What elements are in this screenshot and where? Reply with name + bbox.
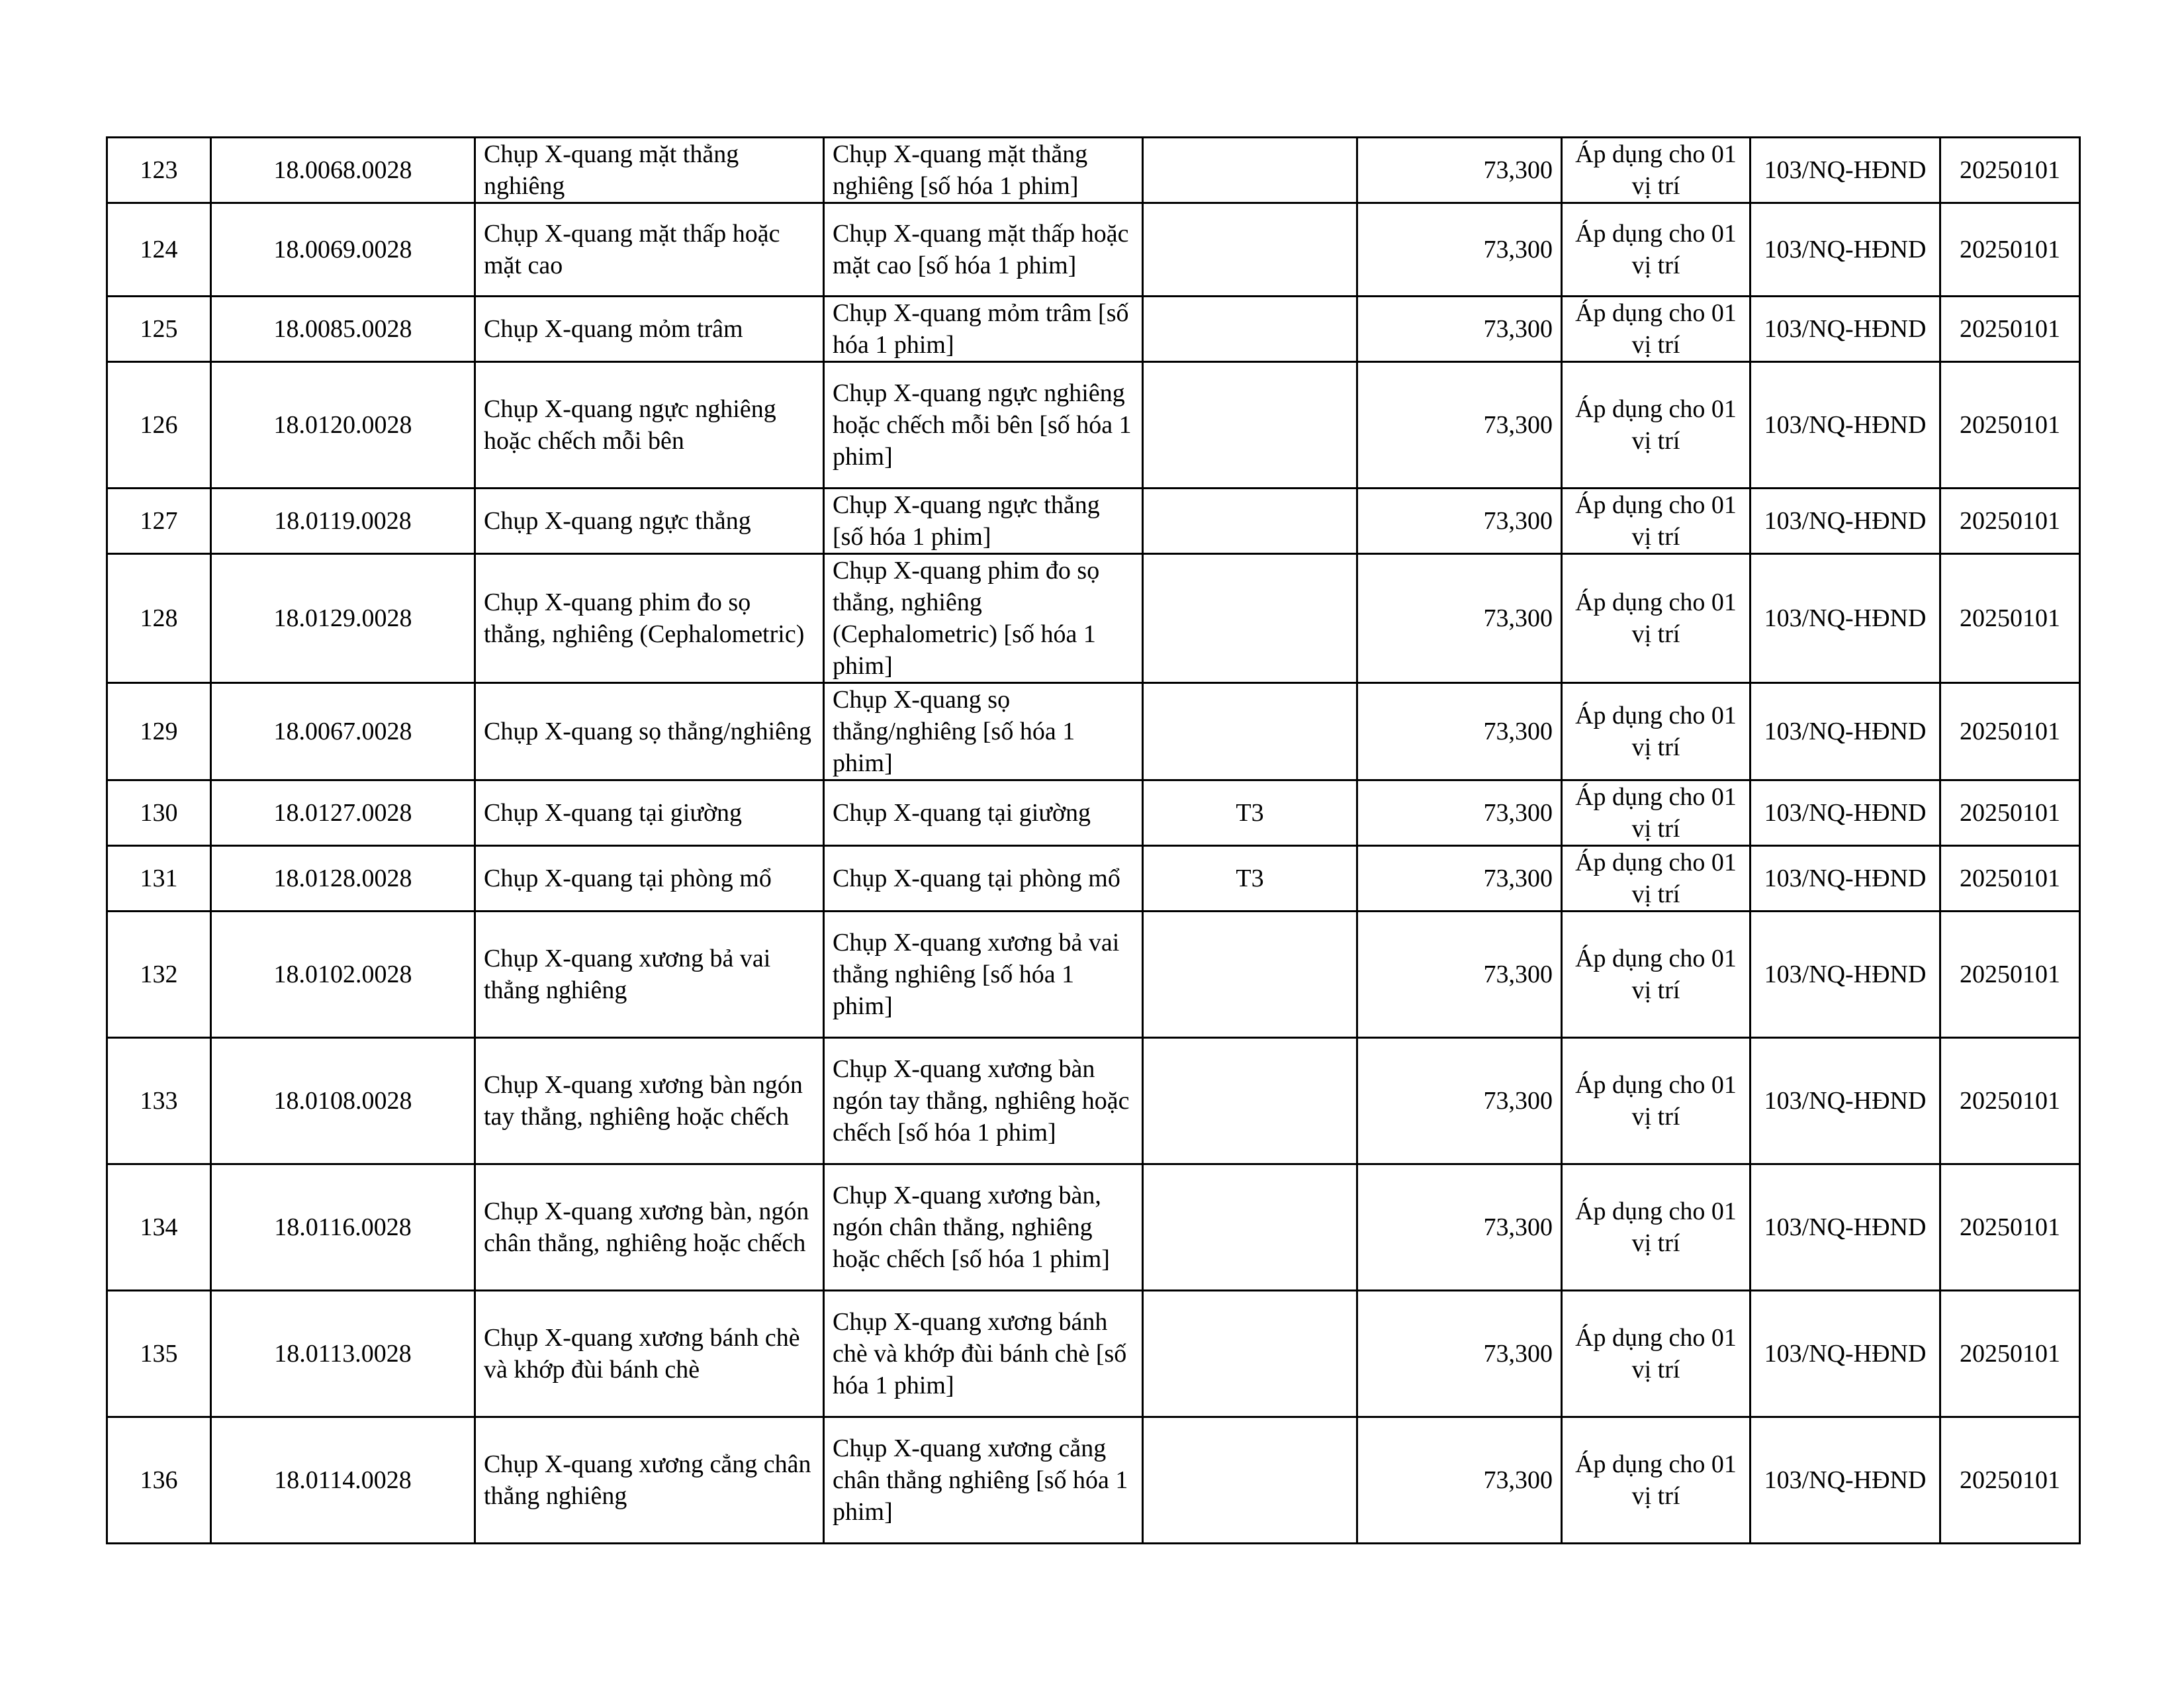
- price-value: 73,300: [1357, 1291, 1562, 1417]
- tier-code: [1143, 1038, 1357, 1164]
- resolution-number: 103/NQ-HĐND: [1751, 203, 1940, 297]
- tier-code: [1143, 203, 1357, 297]
- price-value: 73,300: [1357, 1417, 1562, 1544]
- application-note: Áp dụng cho 01 vị trí: [1562, 1291, 1751, 1417]
- service-code: 18.0114.0028: [211, 1417, 475, 1544]
- application-note: Áp dụng cho 01 vị trí: [1562, 297, 1751, 362]
- service-code: 18.0085.0028: [211, 297, 475, 362]
- price-value: 73,300: [1357, 554, 1562, 683]
- effective-date: 20250101: [1940, 1038, 2080, 1164]
- application-note: Áp dụng cho 01 vị trí: [1562, 846, 1751, 912]
- row-number: 125: [107, 297, 211, 362]
- price-value: 73,300: [1357, 138, 1562, 203]
- tier-code: T3: [1143, 780, 1357, 846]
- resolution-number: 103/NQ-HĐND: [1751, 297, 1940, 362]
- service-name: Chụp X-quang tại phòng mổ: [475, 846, 824, 912]
- tier-code: [1143, 297, 1357, 362]
- table-row: [107, 1038, 2080, 1164]
- row-number: 128: [107, 554, 211, 683]
- price-value: 73,300: [1357, 203, 1562, 297]
- resolution-number: 103/NQ-HĐND: [1751, 683, 1940, 780]
- technical-name: Chụp X-quang tại phòng mổ: [824, 846, 1143, 912]
- price-value: 73,300: [1357, 1164, 1562, 1291]
- service-code: 18.0067.0028: [211, 683, 475, 780]
- resolution-number: 103/NQ-HĐND: [1751, 138, 1940, 203]
- resolution-number: 103/NQ-HĐND: [1751, 362, 1940, 489]
- service-name: Chụp X-quang mỏm trâm: [475, 297, 824, 362]
- application-note: Áp dụng cho 01 vị trí: [1562, 1417, 1751, 1544]
- service-code: 18.0069.0028: [211, 203, 475, 297]
- application-note: Áp dụng cho 01 vị trí: [1562, 362, 1751, 489]
- row-number: 134: [107, 1164, 211, 1291]
- resolution-number: 103/NQ-HĐND: [1751, 846, 1940, 912]
- technical-name: Chụp X-quang mặt thấp hoặc mặt cao [số hóa 1 phim]: [824, 203, 1143, 297]
- table-body: [107, 138, 2080, 1544]
- tier-code: [1143, 1164, 1357, 1291]
- resolution-number: 103/NQ-HĐND: [1751, 1164, 1940, 1291]
- price-value: 73,300: [1357, 846, 1562, 912]
- tier-code: [1143, 554, 1357, 683]
- table-row: [107, 1164, 2080, 1291]
- tier-code: [1143, 489, 1357, 554]
- technical-name: Chụp X-quang mặt thẳng nghiêng [số hóa 1 phim]: [824, 138, 1143, 203]
- service-name: Chụp X-quang tại giường: [475, 780, 824, 846]
- service-name: Chụp X-quang xương bàn, ngón chân thẳng, nghiêng hoặc chếch: [475, 1164, 824, 1291]
- effective-date: 20250101: [1940, 912, 2080, 1038]
- table-row: [107, 780, 2080, 846]
- application-note: Áp dụng cho 01 vị trí: [1562, 203, 1751, 297]
- table-row: [107, 362, 2080, 489]
- technical-name: Chụp X-quang xương bánh chè và khớp đùi bánh chè [số hóa 1 phim]: [824, 1291, 1143, 1417]
- technical-name: Chụp X-quang mỏm trâm [số hóa 1 phim]: [824, 297, 1143, 362]
- resolution-number: 103/NQ-HĐND: [1751, 1417, 1940, 1544]
- table-row: [107, 1291, 2080, 1417]
- price-value: 73,300: [1357, 683, 1562, 780]
- service-name: Chụp X-quang ngực nghiêng hoặc chếch mỗi bên: [475, 362, 824, 489]
- technical-name: Chụp X-quang xương cẳng chân thẳng nghiêng [số hóa 1 phim]: [824, 1417, 1143, 1544]
- row-number: 131: [107, 846, 211, 912]
- service-price-table: [106, 136, 2081, 1544]
- technical-name: Chụp X-quang xương bàn ngón tay thẳng, nghiêng hoặc chếch [số hóa 1 phim]: [824, 1038, 1143, 1164]
- table-row: [107, 1417, 2080, 1544]
- service-name: Chụp X-quang mặt thẳng nghiêng: [475, 138, 824, 203]
- service-name: Chụp X-quang xương cẳng chân thẳng nghiêng: [475, 1417, 824, 1544]
- effective-date: 20250101: [1940, 1164, 2080, 1291]
- service-code: 18.0127.0028: [211, 780, 475, 846]
- tier-code: [1143, 138, 1357, 203]
- service-code: 18.0116.0028: [211, 1164, 475, 1291]
- service-code: 18.0102.0028: [211, 912, 475, 1038]
- resolution-number: 103/NQ-HĐND: [1751, 780, 1940, 846]
- row-number: 132: [107, 912, 211, 1038]
- row-number: 133: [107, 1038, 211, 1164]
- effective-date: 20250101: [1940, 362, 2080, 489]
- row-number: 124: [107, 203, 211, 297]
- price-value: 73,300: [1357, 780, 1562, 846]
- service-code: 18.0113.0028: [211, 1291, 475, 1417]
- effective-date: 20250101: [1940, 1291, 2080, 1417]
- technical-name: Chụp X-quang xương bàn, ngón chân thẳng, nghiêng hoặc chếch [số hóa 1 phim]: [824, 1164, 1143, 1291]
- service-name: Chụp X-quang mặt thấp hoặc mặt cao: [475, 203, 824, 297]
- service-code: 18.0120.0028: [211, 362, 475, 489]
- tier-code: [1143, 683, 1357, 780]
- resolution-number: 103/NQ-HĐND: [1751, 1038, 1940, 1164]
- row-number: 126: [107, 362, 211, 489]
- price-value: 73,300: [1357, 1038, 1562, 1164]
- effective-date: 20250101: [1940, 780, 2080, 846]
- table-row: [107, 489, 2080, 554]
- application-note: Áp dụng cho 01 vị trí: [1562, 683, 1751, 780]
- table-row: [107, 203, 2080, 297]
- application-note: Áp dụng cho 01 vị trí: [1562, 554, 1751, 683]
- row-number: 130: [107, 780, 211, 846]
- effective-date: 20250101: [1940, 203, 2080, 297]
- service-name: Chụp X-quang sọ thẳng/nghiêng: [475, 683, 824, 780]
- table-row: [107, 138, 2080, 203]
- row-number: 127: [107, 489, 211, 554]
- service-name: Chụp X-quang xương bánh chè và khớp đùi bánh chè: [475, 1291, 824, 1417]
- service-code: 18.0129.0028: [211, 554, 475, 683]
- tier-code: [1143, 362, 1357, 489]
- resolution-number: 103/NQ-HĐND: [1751, 554, 1940, 683]
- application-note: Áp dụng cho 01 vị trí: [1562, 489, 1751, 554]
- resolution-number: 103/NQ-HĐND: [1751, 912, 1940, 1038]
- technical-name: Chụp X-quang xương bả vai thẳng nghiêng [số hóa 1 phim]: [824, 912, 1143, 1038]
- row-number: 135: [107, 1291, 211, 1417]
- application-note: Áp dụng cho 01 vị trí: [1562, 780, 1751, 846]
- tier-code: [1143, 912, 1357, 1038]
- price-value: 73,300: [1357, 362, 1562, 489]
- application-note: Áp dụng cho 01 vị trí: [1562, 138, 1751, 203]
- price-value: 73,300: [1357, 912, 1562, 1038]
- effective-date: 20250101: [1940, 683, 2080, 780]
- tier-code: T3: [1143, 846, 1357, 912]
- technical-name: Chụp X-quang tại giường: [824, 780, 1143, 846]
- row-number: 136: [107, 1417, 211, 1544]
- service-name: Chụp X-quang xương bàn ngón tay thẳng, nghiêng hoặc chếch: [475, 1038, 824, 1164]
- resolution-number: 103/NQ-HĐND: [1751, 1291, 1940, 1417]
- effective-date: 20250101: [1940, 846, 2080, 912]
- service-name: Chụp X-quang ngực thẳng: [475, 489, 824, 554]
- service-code: 18.0108.0028: [211, 1038, 475, 1164]
- price-value: 73,300: [1357, 489, 1562, 554]
- table-row: [107, 554, 2080, 683]
- effective-date: 20250101: [1940, 1417, 2080, 1544]
- technical-name: Chụp X-quang ngực thẳng [số hóa 1 phim]: [824, 489, 1143, 554]
- price-value: 73,300: [1357, 297, 1562, 362]
- technical-name: Chụp X-quang ngực nghiêng hoặc chếch mỗi bên [số hóa 1 phim]: [824, 362, 1143, 489]
- service-name: Chụp X-quang phim đo sọ thẳng, nghiêng (Cephalometric): [475, 554, 824, 683]
- row-number: 129: [107, 683, 211, 780]
- technical-name: Chụp X-quang phim đo sọ thẳng, nghiêng (Cephalometric) [số hóa 1 phim]: [824, 554, 1143, 683]
- service-code: 18.0068.0028: [211, 138, 475, 203]
- application-note: Áp dụng cho 01 vị trí: [1562, 912, 1751, 1038]
- service-name: Chụp X-quang xương bả vai thẳng nghiêng: [475, 912, 824, 1038]
- service-code: 18.0119.0028: [211, 489, 475, 554]
- application-note: Áp dụng cho 01 vị trí: [1562, 1038, 1751, 1164]
- service-code: 18.0128.0028: [211, 846, 475, 912]
- table-row: [107, 846, 2080, 912]
- technical-name: Chụp X-quang sọ thẳng/nghiêng [số hóa 1 phim]: [824, 683, 1143, 780]
- table-row: [107, 912, 2080, 1038]
- application-note: Áp dụng cho 01 vị trí: [1562, 1164, 1751, 1291]
- effective-date: 20250101: [1940, 297, 2080, 362]
- effective-date: 20250101: [1940, 138, 2080, 203]
- row-number: 123: [107, 138, 211, 203]
- tier-code: [1143, 1291, 1357, 1417]
- effective-date: 20250101: [1940, 489, 2080, 554]
- table-row: [107, 297, 2080, 362]
- table-row: [107, 683, 2080, 780]
- tier-code: [1143, 1417, 1357, 1544]
- effective-date: 20250101: [1940, 554, 2080, 683]
- resolution-number: 103/NQ-HĐND: [1751, 489, 1940, 554]
